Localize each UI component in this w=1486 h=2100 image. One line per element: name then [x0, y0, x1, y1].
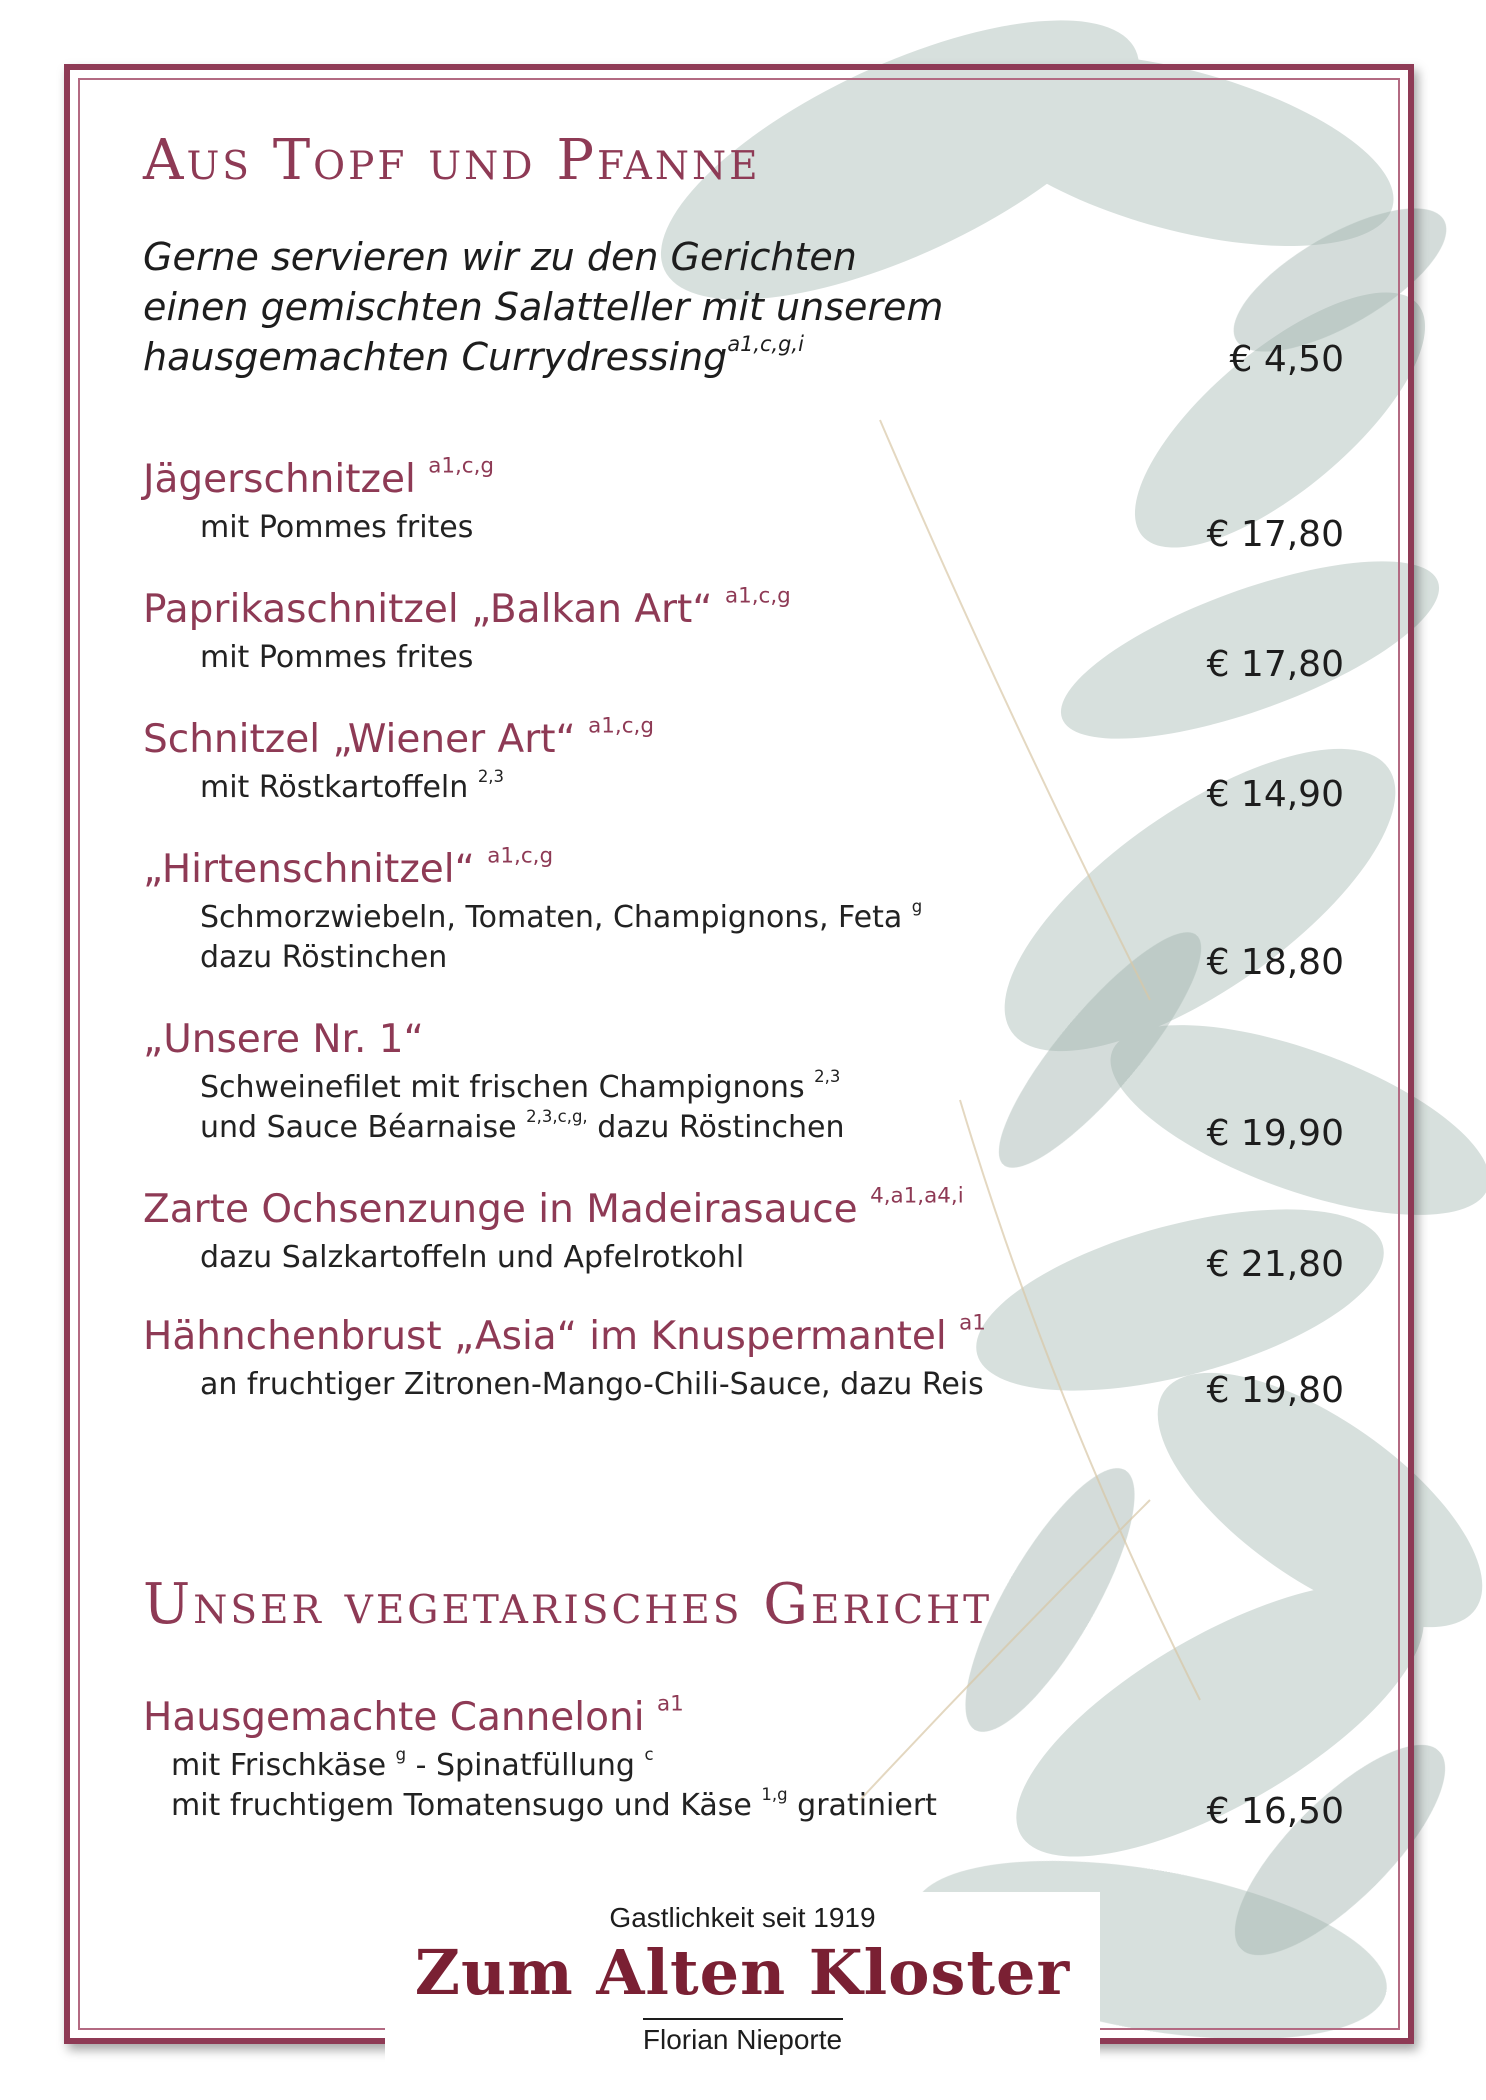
allergen-codes: 2,3,c,g, — [526, 1107, 588, 1127]
allergen-codes: 2,3 — [477, 767, 505, 787]
logo-tagline: Gastlichkeit seit 1919 — [609, 1902, 876, 1933]
intro-line: Gerne servieren wir zu den Gerichten — [143, 235, 857, 279]
dish-name: Hausgemachte Canneloni $^{a1}$ — [143, 1691, 684, 1740]
dish-canneloni — [143, 1691, 1343, 1826]
logo-owner: Florian Nieporte — [642, 2024, 843, 2055]
allergen-codes: a1,c,g,i — [727, 332, 804, 357]
dish-description: mit Pommes frites — [200, 640, 474, 675]
price-haehnchenbrust-asia: € 19,80 — [1206, 1370, 1344, 1411]
dish-description: Schweinefilet mit frischen Champignons $^{2,3}$ — [200, 1067, 841, 1105]
price-unsere-nr-1: € 19,90 — [1206, 1113, 1344, 1154]
allergen-codes: 2,3 — [814, 1067, 841, 1087]
allergen-codes: c — [644, 1745, 654, 1765]
restaurant-logo — [385, 1892, 1100, 2072]
dish-description: Schmorzwiebeln, Tomaten, Champignons, Feta $^g$ — [200, 897, 923, 935]
dish-description: und Sauce Béarnaise $^{2,3,c,g,}$ dazu Röstinchen — [200, 1107, 845, 1145]
dish-schnitzel-wiener-art — [143, 713, 1343, 808]
dish-haehnchenbrust-asia — [143, 1310, 1343, 1405]
dish-name: Jägerschnitzel $^{a1,c,g}$ — [143, 453, 495, 502]
allergen-codes: a1,c,g — [487, 843, 554, 869]
dish-description: mit Pommes frites — [200, 510, 474, 545]
logo-divider — [643, 2018, 843, 2020]
intro-line: einen gemischten Salatteller mit unserem — [143, 285, 944, 329]
dish-name: Hähnchenbrust „Asia“ im Knuspermantel $^{a1}$ — [143, 1310, 986, 1359]
price-jaegerschnitzel: € 17,80 — [1206, 514, 1344, 555]
dish-description: mit Röstkartoffeln $^{2,3}$ — [200, 767, 505, 805]
intro-line: hausgemachten Currydressing$^{a1,c,g,i}$ — [143, 332, 804, 379]
dish-name: Paprikaschnitzel „Balkan Art“ $^{a1,c,g}$ — [143, 583, 791, 632]
price-schnitzel-wiener-art: € 14,90 — [1206, 774, 1344, 815]
dish-name: Schnitzel „Wiener Art“ $^{a1,c,g}$ — [143, 713, 654, 762]
dish-ochsenzunge — [143, 1183, 1343, 1278]
dish-unsere-nr-1 — [143, 1016, 1343, 1148]
dish-name: „Unsere Nr. 1“ — [143, 1017, 424, 1062]
price-salad: € 4,50 — [1229, 339, 1344, 380]
dish-name: Zarte Ochsenzunge in Madeirasauce $^{4,a1,a4,i}$ — [143, 1183, 964, 1232]
dish-hirtenschnitzel — [143, 843, 1343, 978]
dish-description: mit fruchtigem Tomatensugo und Käse $^{1,g}$ gratiniert — [171, 1785, 937, 1823]
section-title-main: Aus Topf und Pfanne — [143, 128, 761, 193]
allergen-codes: a1,c,g — [588, 713, 654, 739]
allergen-codes: g — [911, 897, 923, 917]
allergen-codes: 1,g — [761, 1785, 788, 1805]
allergen-codes: a1,c,g — [724, 583, 791, 609]
section-title-vegetarian: Unser vegetarisches Gericht — [143, 1572, 993, 1637]
dish-name: „Hirtenschnitzel“ $^{a1,c,g}$ — [143, 843, 554, 892]
dish-description: mit Frischkäse $^g$ - Spinatfüllung $^c$ — [171, 1745, 654, 1783]
dish-description: dazu Röstinchen — [200, 940, 448, 975]
dish-description: an fruchtiger Zitronen-Mango-Chili-Sauce, dazu Reis — [200, 1367, 984, 1402]
dish-paprikaschnitzel — [143, 583, 1343, 678]
price-paprikaschnitzel: € 17,80 — [1206, 644, 1344, 685]
allergen-codes: a1 — [656, 1691, 684, 1717]
allergen-codes: 4,a1,a4,i — [870, 1183, 964, 1209]
price-canneloni: € 16,50 — [1206, 1791, 1344, 1832]
dish-jaegerschnitzel — [143, 453, 1343, 548]
price-hirtenschnitzel: € 18,80 — [1206, 942, 1344, 983]
price-ochsenzunge: € 21,80 — [1206, 1244, 1344, 1285]
dish-description: dazu Salzkartoffeln und Apfelrotkohl — [200, 1240, 745, 1275]
logo-restaurant-name: Zum Alten Kloster — [414, 1936, 1071, 2009]
salad-intro — [143, 232, 1103, 382]
allergen-codes: g — [395, 1745, 407, 1765]
allergen-codes: a1 — [959, 1310, 986, 1336]
allergen-codes: a1,c,g — [428, 453, 495, 479]
